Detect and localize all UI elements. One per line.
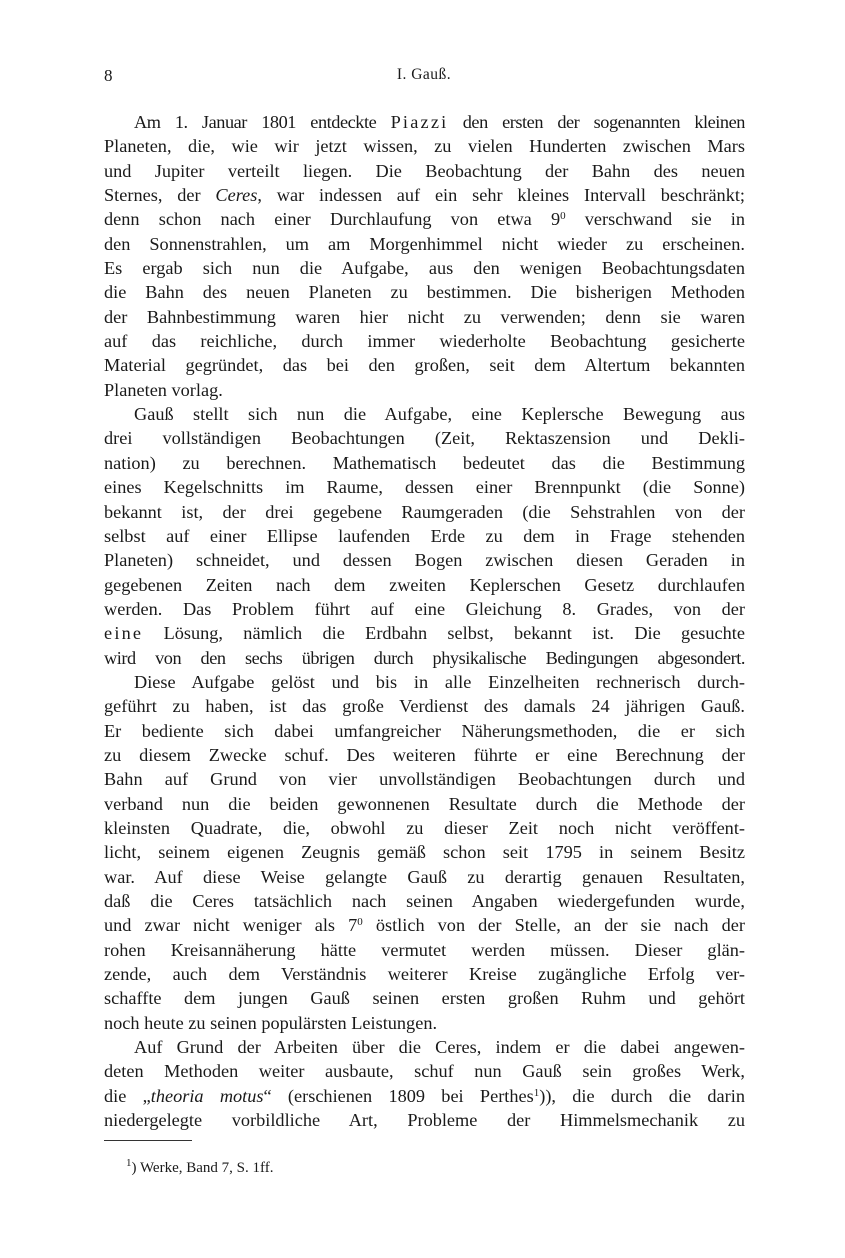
footnote-rule <box>104 1140 192 1141</box>
footnote-ref: 1 <box>533 1086 540 1099</box>
degree-mark: 0 <box>560 210 566 223</box>
text-line: licht, seinem eigenen Zeugnis gemäß schon seit 1795 in seinem Besitz <box>104 842 745 863</box>
text-line: noch heute zu seinen populärsten Leistungen. <box>104 1012 438 1033</box>
text-line: denn schon nach einer Durchlaufung von etwa $9^0$ verschwand sie in <box>104 209 745 230</box>
text-line: drei vollständigen Beobachtungen (Zeit, Rektaszension und Dekli- <box>104 428 745 449</box>
text-line: selbst auf einer Ellipse laufenden Erde zu dem in Frage stehenden <box>104 525 745 546</box>
text-line: die Bahn des neuen Planeten zu bestimmen. Die bisherigen Methoden <box>104 282 745 303</box>
text-line: daß die Ceres tatsächlich nach seinen Angaben wiedergefunden wurde, <box>104 891 745 911</box>
text-line: auf das reichliche, durch immer wiederholte Beobachtung gesicherte <box>104 331 745 352</box>
text-line: Er bediente sich dabei umfangreicher Näherungsmethoden, die er sich <box>104 720 745 741</box>
text-line: und Jupiter verteilt liegen. Die Beobachtung der Bahn des neuen <box>104 160 745 181</box>
text-line: verband nun die beiden gewonnenen Resultate durch die Methode der <box>104 793 745 814</box>
text-line: und zwar nicht weniger als $7^0$ östlich von der Stelle, an der sie nach der <box>104 915 745 936</box>
text-line: niedergelegte vorbildliche Art, Probleme der Himmelsmechanik zu <box>104 1110 745 1131</box>
name-piazzi: Piazzi <box>390 112 449 132</box>
text-line: Es ergab sich nun die Aufgabe, aus den wenigen Beobachtungsdaten <box>104 258 745 279</box>
text-line: Am 1. Januar 1801 entdeckte Piazzi den ersten der sogenannten kleinen <box>134 112 745 132</box>
text-line: Gauß stellt sich nun die Aufgabe, eine Keplersche Bewegung aus <box>134 404 745 425</box>
text-line: gegebenen Zeiten nach dem zweiten Keplerschen Gesetz durchlaufen <box>104 574 745 595</box>
footnote <box>126 1158 273 1178</box>
text-line: zende, auch dem Verständnis weiterer Kreise zugängliche Erfolg ver- <box>104 964 745 985</box>
text-line: geführt zu haben, ist das große Verdienst des damals 24 jährigen Gauß. <box>104 696 745 717</box>
text-line: schaffte dem jungen Gauß seinen ersten großen Ruhm und gehört <box>104 988 745 1009</box>
text-line: Planeten, die, wie wir jetzt wissen, zu vielen Hunderten zwischen Mars <box>104 136 745 157</box>
text-line: Diese Aufgabe gelöst und bis in alle Einzelheiten rechnerisch durch- <box>134 671 745 692</box>
page-header <box>104 66 744 90</box>
text-line: Material gegründet, das bei den großen, seit dem Altertum bekannten <box>104 355 745 376</box>
text-line: werden. Das Problem führt auf eine Gleichung 8. Grades, von der <box>104 598 745 619</box>
text-line: der Bahnbestimmung waren hier nicht zu verwenden; denn sie waren <box>104 306 745 327</box>
page-body <box>104 110 745 1132</box>
text-line: kleinsten Quadrate, die, obwohl zu dieser Zeit noch nicht veröffent- <box>104 817 745 838</box>
text-line: eine Lösung, nämlich die Erdbahn selbst, bekannt ist. Die gesuchte <box>104 623 745 644</box>
text-line: rohen Kreisannäherung hätte vermutet werden müssen. Dieser glän- <box>104 939 745 960</box>
text-line: war. Auf diese Weise gelangte Gauß zu derartig genauen Resultaten, <box>104 866 745 887</box>
text-line: zu diesem Zwecke schuf. Des weiteren führte er eine Berechnung der <box>104 744 745 765</box>
ceres-italic: Ceres <box>215 185 258 206</box>
footnote-marker: 1 <box>126 1157 132 1169</box>
text-line: eines Kegelschnitts im Raume, dessen einer Brennpunkt (die Sonne) <box>104 477 745 498</box>
running-head: I. Gauß. <box>396 66 452 83</box>
eine-spaced: eine <box>104 623 144 644</box>
text-line: Planeten) schneidet, und dessen Bogen zwischen diesen Geraden in <box>104 550 745 571</box>
text-line: wird von den sechs übrigen durch physikalische Bedingungen abgesondert. <box>104 647 745 668</box>
text-line: den Sonnenstrahlen, um am Morgenhimmel nicht wieder zu erscheinen. <box>104 233 745 254</box>
theoria-motus-italic: theoria motus <box>150 1085 264 1106</box>
text-line: die „theoria motus“ (erschienen 1809 bei Perthes$^1$)), die durch die darin <box>104 1085 745 1106</box>
text-line: bekannt ist, der drei gegebene Raumgeraden (die Sehstrahlen von der <box>104 501 745 522</box>
text-line: Sternes, der Ceres, war indessen auf ein sehr kleines Intervall beschränkt; <box>104 185 745 206</box>
degree-mark: 0 <box>357 916 363 929</box>
text-line: Bahn auf Grund von vier unvollständigen Beobachtungen durch und <box>104 769 745 790</box>
text-line: Auf Grund der Arbeiten über die Ceres, indem er die dabei angewen- <box>134 1037 745 1058</box>
page-number: 8 <box>104 66 113 85</box>
text-line: nation) zu berechnen. Mathematisch bedeutet das die Bestimmung <box>104 452 745 473</box>
footnote-text: ) Werke, Band 7, S. 1ff. <box>131 1160 274 1176</box>
text-line: Planeten vorlag. <box>104 379 223 400</box>
text-line: deten Methoden weiter ausbaute, schuf nun Gauß sein großes Werk, <box>104 1061 745 1082</box>
